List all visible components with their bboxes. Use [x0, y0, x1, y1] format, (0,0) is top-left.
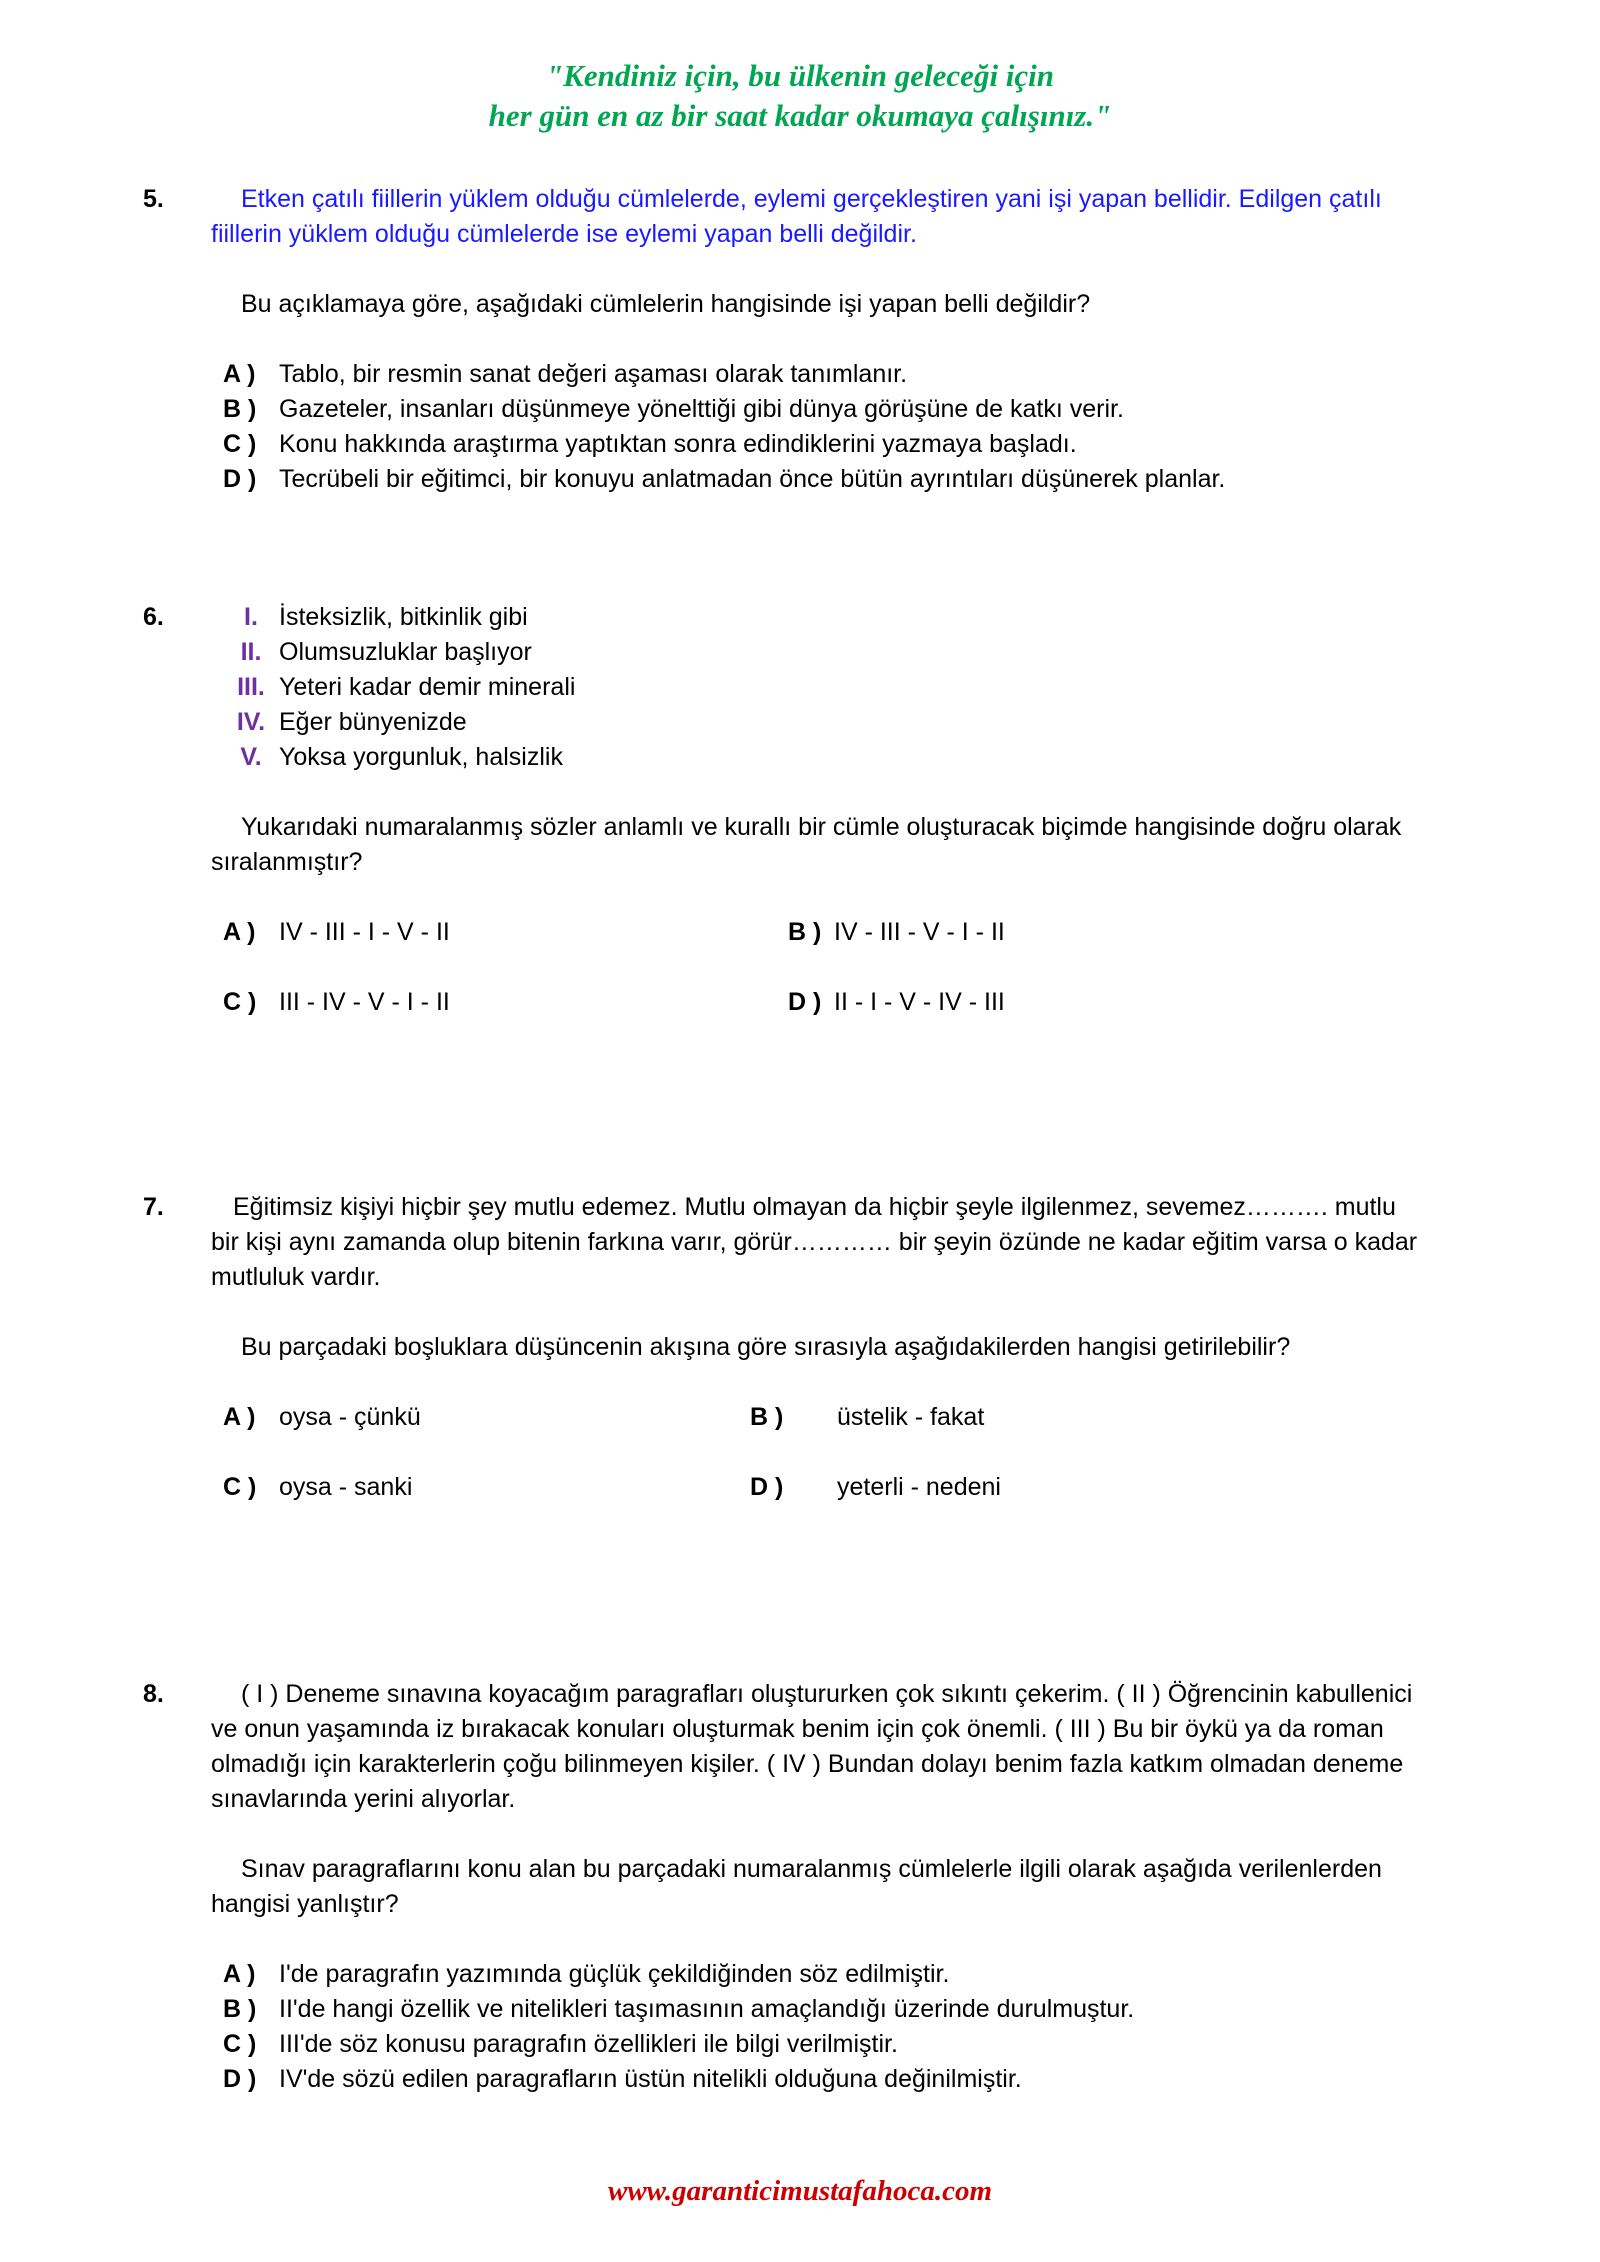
option-text: üstelik - fakat — [837, 1403, 985, 1431]
numbered-phrases — [143, 600, 1423, 775]
option-d[interactable] — [718, 985, 1318, 1020]
phrase-item — [143, 670, 1423, 705]
motto-header — [0, 56, 1600, 136]
option-c[interactable] — [143, 1470, 703, 1505]
question-7 — [143, 1190, 1423, 1505]
options-grid — [143, 1400, 1423, 1505]
question-text: Yukarıdaki numaralanmış sözler anlamlı ve kurallı bir cümle oluşturacak biçimde hangisinde doğru olarak sıralanmıştır? — [211, 813, 1402, 876]
option-text: Tablo, bir resmin sanat değeri aşaması olarak tanımlanır. — [279, 360, 908, 388]
option-text: yeterli - nedeni — [837, 1473, 1001, 1501]
option-text: Tecrübeli bir eğitimci, bir konuyu anlatmadan önce bütün ayrıntıları düşünerek planlar. — [279, 465, 1226, 493]
option-text: II - I - V - IV - III — [834, 988, 1005, 1016]
explanation-text: Etken çatılı fiillerin yüklem olduğu cümlelerde, eylemi gerçekleştiren yani işi yapan bellidir. Edilgen çatılı fiillerin yüklem olduğu cümlelerde ise eylemi yapan belli değildir. — [211, 185, 1382, 248]
question-text: Bu açıklamaya göre, aşağıdaki cümlelerin hangisinde işi yapan belli değildir? — [241, 290, 1091, 318]
question-text: Bu parçadaki boşluklara düşüncenin akışına göre sırasıyla aşağıdakilerden hangisi getirilebilir? — [241, 1333, 1291, 1361]
option-text: IV - III - V - I - II — [834, 918, 1005, 946]
option-a[interactable] — [143, 915, 718, 950]
option-label: C ) — [223, 1473, 257, 1501]
phrase-item — [143, 705, 1423, 740]
option-label: A ) — [223, 1960, 256, 1988]
options-grid — [143, 915, 1423, 1020]
option-text: Konu hakkında araştırma yaptıktan sonra edindiklerini yazmaya başladı. — [279, 430, 1077, 458]
option-a[interactable] — [143, 357, 1423, 392]
question-number: 6. — [143, 603, 164, 631]
option-d[interactable] — [143, 2062, 1423, 2097]
option-a[interactable] — [143, 1957, 1423, 1992]
option-c[interactable] — [143, 427, 1423, 462]
motto-line-2: her gün en az bir saat kadar okumaya çalışınız." — [488, 98, 1112, 133]
option-label: C ) — [223, 430, 257, 458]
option-b[interactable] — [143, 392, 1423, 427]
option-text: III - IV - V - I - II — [279, 988, 450, 1016]
phrase-item — [143, 740, 1423, 775]
option-label: D ) — [750, 1473, 784, 1501]
options-list — [143, 357, 1423, 497]
phrase-item — [143, 635, 1423, 670]
option-text: II'de hangi özellik ve nitelikleri taşımasının amaçlandığı üzerinde durulmuştur. — [279, 1995, 1135, 2023]
phrase-text: Olumsuzluklar başlıyor — [279, 638, 532, 666]
option-text: IV - III - I - V - II — [279, 918, 450, 946]
question-number: 5. — [143, 185, 164, 213]
roman-label: II. — [240, 638, 262, 666]
option-b[interactable] — [718, 915, 1318, 950]
passage-text: ( I ) Deneme sınavına koyacağım paragrafları oluştururken çok sıkıntı çekerim. ( II ) Öğrencinin kabullenici ve onun yaşamında iz bırakacak konuları oluşturmak benim için çok önemli. ( III ) Bu bir öykü ya da roman olmadığı için karakterlerin çoğu bilinmeyen kişiler. ( IV ) Bundan dolayı benim fazla katkım olmadan deneme sınavlarında yerini alıyorlar. — [211, 1680, 1413, 1813]
roman-label: III. — [237, 673, 265, 701]
option-text: IV'de sözü edilen paragrafların üstün nitelikli olduğuna değinilmiştir. — [279, 2065, 1022, 2093]
roman-label: IV. — [236, 708, 266, 736]
option-text: oysa - çünkü — [279, 1403, 421, 1431]
option-c[interactable] — [143, 2027, 1423, 2062]
option-b[interactable] — [143, 1992, 1423, 2027]
option-c[interactable] — [143, 985, 718, 1020]
roman-label: I. — [244, 603, 258, 631]
phrase-text: İsteksizlik, bitkinlik gibi — [279, 603, 528, 631]
phrase-text: Yeteri kadar demir minerali — [279, 673, 576, 701]
option-d[interactable] — [143, 462, 1423, 497]
option-b[interactable] — [703, 1400, 1303, 1435]
question-number: 8. — [143, 1680, 164, 1708]
option-label: B ) — [223, 1995, 257, 2023]
roman-label: V. — [240, 743, 262, 771]
footer-url[interactable]: www.garanticimustafahoca.com — [607, 2175, 993, 2207]
question-8 — [143, 1677, 1423, 2097]
option-label: A ) — [223, 918, 256, 946]
option-label: B ) — [750, 1403, 784, 1431]
option-label: D ) — [223, 2065, 257, 2093]
option-d[interactable] — [703, 1470, 1303, 1505]
question-number: 7. — [143, 1193, 164, 1221]
option-label: A ) — [223, 360, 256, 388]
option-text: I'de paragrafın yazımında güçlük çekildiğinden söz edilmiştir. — [279, 1960, 950, 1988]
phrase-text: Eğer bünyenizde — [279, 708, 467, 736]
passage-text: Eğitimsiz kişiyi hiçbir şey mutlu edemez. Mutlu olmayan da hiçbir şeyle ilgilenmez, sevemez………. mutlu bir kişi aynı zamanda olup bitenin farkına varır, görür………… bir şeyin özünde ne kadar eğitim varsa o kadar mutluluk vardır. — [211, 1193, 1418, 1291]
option-label: D ) — [223, 465, 257, 493]
option-label: C ) — [223, 2030, 257, 2058]
option-text: III'de söz konusu paragrafın özellikleri ile bilgi verilmiştir. — [279, 2030, 898, 2058]
phrase-item — [143, 600, 1423, 635]
motto-line-1: "Kendiniz için, bu ülkenin geleceği için — [545, 58, 1055, 93]
option-label: A ) — [223, 1403, 256, 1431]
phrase-text: Yoksa yorgunluk, halsizlik — [279, 743, 563, 771]
option-text: oysa - sanki — [279, 1473, 413, 1501]
option-label: B ) — [788, 918, 822, 946]
question-5 — [143, 182, 1423, 497]
option-a[interactable] — [143, 1400, 703, 1435]
option-label: D ) — [788, 988, 822, 1016]
question-text: Sınav paragraflarını konu alan bu parçadaki numaralanmış cümlelerle ilgili olarak aşağıda verilenlerden hangisi yanlıştır? — [211, 1855, 1382, 1918]
option-label: C ) — [223, 988, 257, 1016]
option-label: B ) — [223, 395, 257, 423]
option-text: Gazeteler, insanları düşünmeye yönelttiği gibi dünya görüşüne de katkı verir. — [279, 395, 1124, 423]
question-6 — [143, 600, 1423, 1020]
options-list — [143, 1957, 1423, 2097]
